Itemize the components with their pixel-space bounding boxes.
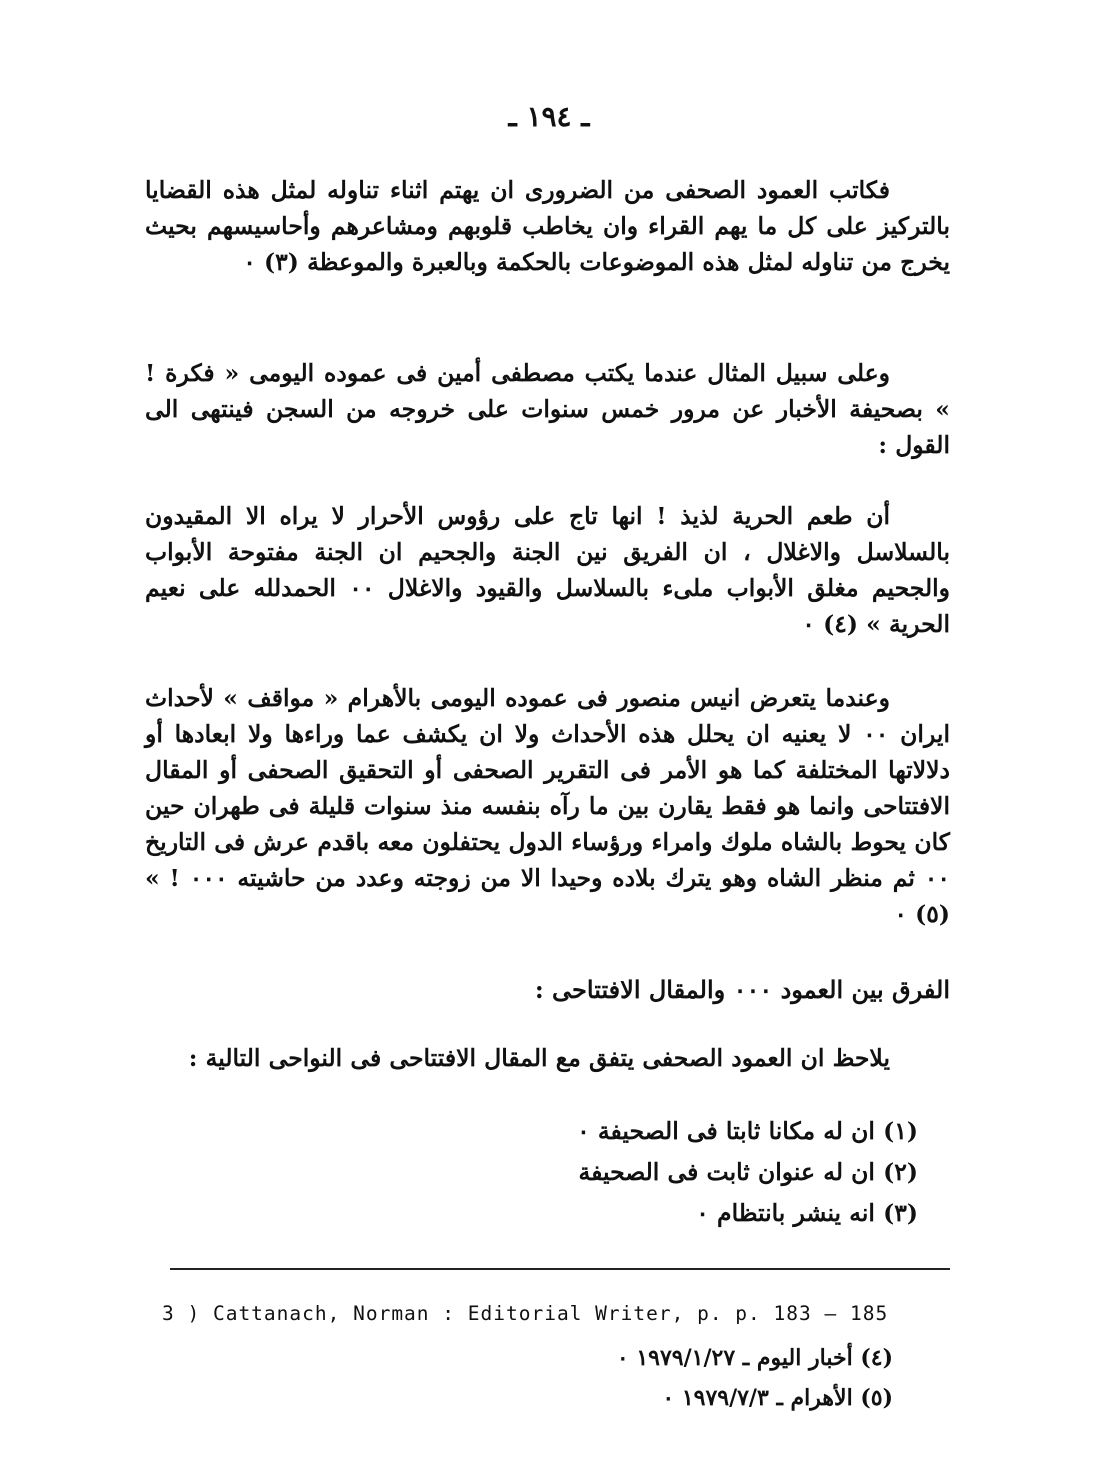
footnote-english: 3 ) Cattanach, Norman : Editorial Writer, p. p. 183 — 185 — [162, 1302, 889, 1325]
paragraph-text: وعلى سبيل المثال عندما يكتب مصطفى أمين فى عموده اليومى « فكرة ! » بصحيفة الأخبار عن مرور خمس سنوات على خروجه من السجن فينتهى الى القول : — [145, 359, 950, 459]
paragraph-anis-mansour-example — [145, 680, 950, 932]
footnote-arabic: (٤) أخبار اليوم ـ ١٩٧٩/١/٢٧ ٠ — [616, 1345, 893, 1371]
paragraph-text: أن طعم الحرية لذيذ ! انها تاج على رؤوس الأحرار لا يراه الا المقيدون بالسلاسل والاغلال ، ان الفريق نين الجنة والجحيم ان الجنة مفتوحة الأبواب والجحيم مغلق الأبواب ملىء بالسلاسل والقيود والاغلال ٠٠ الحمدلله على نعيم الحرية » (٤) ٠ — [145, 502, 950, 638]
section-heading: الفرق بين العمود ٠٠٠ والمقال الافتتاحى : — [534, 975, 950, 1004]
list-item: (٢) ان له عنوان ثابت فى الصحيفة — [578, 1158, 918, 1186]
paragraph-mustafa-amin-example — [145, 355, 950, 463]
paragraph-text: وعندما يتعرض انيس منصور فى عموده اليومى بالأهرام « مواقف » لأحداث ايران ٠٠ لا يعنيه ان يحلل هذه الأحداث ولا ان يكشف عما وراءها ولا ابعادها أو دلالاتها المختلفة كما هو الأمر فى التقرير الصحفى أو التحقيق الصحفى أو المقال الافتتاحى وانما هو فقط يقارن بين ما رآه بنفسه منذ سنوات قليلة فى طهران حين كان يحوط بالشاه ملوك وامراء ورؤساء الدول يحتفلون معه باقدم عرش فى التاريخ ٠٠ ثم منظر الشاه وهو يترك بلاده وحيدا الا من زوجته وعدد من حاشيته ٠٠٠ ! » (٥) ٠ — [145, 684, 950, 928]
list-item: (١) ان له مكانا ثابتا فى الصحيفة ٠ — [577, 1117, 918, 1145]
footnote-divider — [170, 1268, 950, 1270]
list-item: (٣) انه ينشر بانتظام ٠ — [696, 1199, 918, 1227]
page-number: ـ ١٩٤ ـ — [508, 100, 590, 133]
paragraph-intro — [145, 1040, 950, 1076]
paragraph-text: يلاحظ ان العمود الصحفى يتفق مع المقال الافتتاحى فى النواحى التالية : — [188, 1044, 890, 1072]
footnote-arabic: (٥) الأهرام ـ ١٩٧٩/٧/٣ ٠ — [662, 1385, 893, 1411]
paragraph-freedom-quote — [145, 498, 950, 642]
paragraph-text: فكاتب العمود الصحفى من الضرورى ان يهتم اثناء تناوله لمثل هذه القضايا بالتركيز على كل ما يهم القراء وان يخاطب قلوبهم ومشاعرهم وأحاسيسهم بحيث يخرج من تناوله لمثل هذه الموضوعات بالحكمة وبالعبرة والموعظة (٣) ٠ — [145, 176, 950, 276]
paragraph-columnist-writer — [145, 172, 950, 280]
